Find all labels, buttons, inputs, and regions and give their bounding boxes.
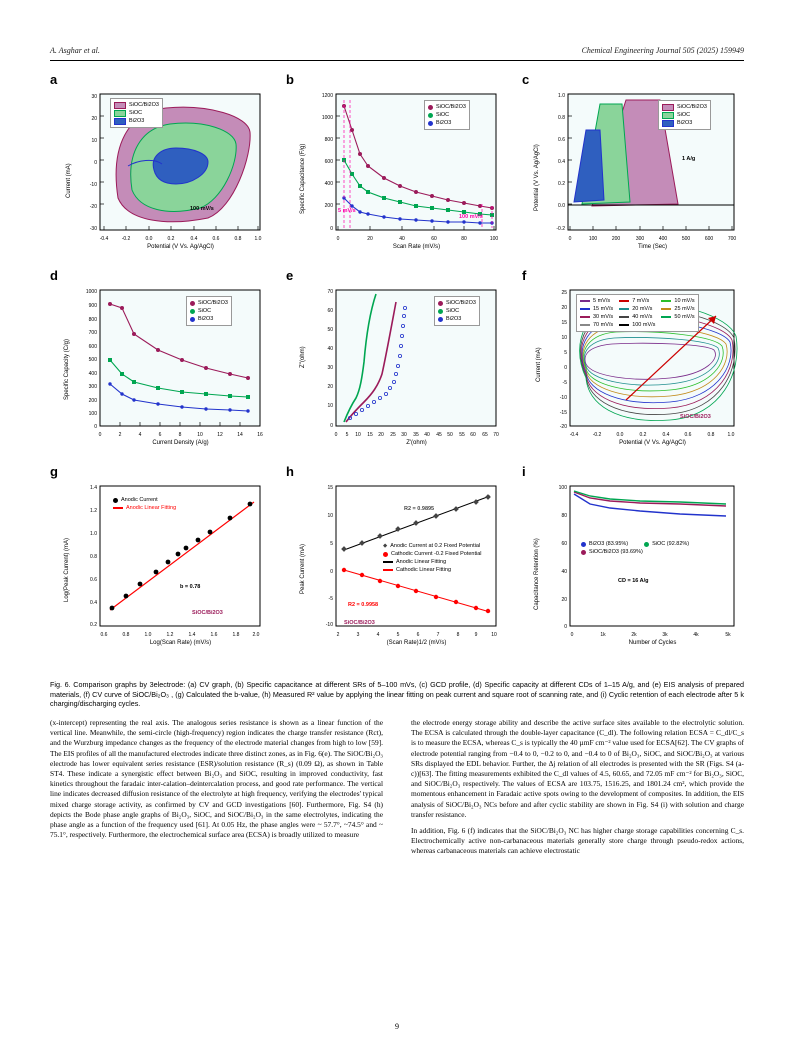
panel-h bbox=[294, 478, 509, 668]
body-paragraph: the electrode energy storage ability and describe the active surface sites available to the electrolytic solution. The ECSA is calculated through the double-layer capacitance (C_dl). The following relation ECSA = C_dl/C_s is to measure the ECSA, whereas C_s is typically the 40 µmF cm⁻² value used for ECSA[62]. The CV graphs of electrode potential ranging from −0.4 to 0, −0.2 to 0, and −0.4 to 0 of Bi₂O₃, SiOC, and SiOC/Bi₂O₃ at various SRs displayed the EDL behavior. Further, the Δj relation of all electrodes is presented with the SR (Figs. S4 (a-c))[63]. The fitting measurements exhibited the C_dl values of 4.5, 60.65, and 72.05 mF cm⁻² for Bi₂O₃, SiOC, and SiOC/Bi₂O₃ respectively. The values of ECSA are 103.75, 1516.25, and 1801.24 cm², which provide the momentous enhancement in Faradaic active spots owing to the development of composites. In addition, the EIS analysis of SiOC/Bi₂O₃ NCs before and after cyclic stability are shown in Fig. S4 (i) with solution and charge transfer resistance. bbox=[411, 718, 744, 819]
svg-text:35: 35 bbox=[413, 432, 419, 438]
body-paragraph: In addition, Fig. 6 (f) indicates that the SiOC/Bi₂O₃ NC has higher charge storage capabilities concerning C_s. Electrochemically active non-carbanaceous materials generally store charge through pseudo-redox actions, whereas carbanaceous materials can achieve electrostatic bbox=[411, 826, 744, 856]
svg-text:16: 16 bbox=[257, 432, 263, 438]
svg-text:14: 14 bbox=[237, 432, 243, 438]
svg-text:-10: -10 bbox=[89, 182, 97, 188]
svg-text:600: 600 bbox=[324, 159, 333, 165]
svg-text:400: 400 bbox=[658, 236, 668, 242]
svg-text:1.0: 1.0 bbox=[727, 432, 735, 438]
panel-h-xlabel: (Scan Rate)1/2 (mV/s) bbox=[386, 640, 447, 646]
legend-item-anodic-fit: Anodic Linear Fitting bbox=[126, 505, 177, 511]
legend-item-composite: SiOC/Bi2O3 bbox=[129, 102, 159, 108]
svg-text:10: 10 bbox=[491, 632, 497, 638]
svg-text:1.0: 1.0 bbox=[144, 632, 152, 638]
svg-text:0: 0 bbox=[334, 432, 338, 438]
svg-text:1.2: 1.2 bbox=[90, 508, 97, 514]
legend-item-cathodic-fixed: Cathodic Current -0.2 Fixed Potential bbox=[391, 551, 482, 557]
svg-text:100: 100 bbox=[489, 236, 499, 242]
svg-text:600: 600 bbox=[88, 344, 97, 350]
legend-item-composite: SiOC/Bi2O3 (93.69%) bbox=[589, 549, 643, 555]
panel-h-r2-anodic: R2 = 0.9895 bbox=[404, 506, 435, 512]
svg-text:1000: 1000 bbox=[321, 115, 333, 121]
svg-text:5: 5 bbox=[396, 632, 400, 638]
svg-text:15: 15 bbox=[367, 432, 373, 438]
svg-text:0.2: 0.2 bbox=[639, 432, 647, 438]
panel-g-bvalue: b = 0.78 bbox=[180, 584, 201, 590]
svg-text:6: 6 bbox=[416, 632, 420, 638]
legend-item-40mv: 40 mV/s bbox=[632, 314, 653, 320]
svg-text:20: 20 bbox=[367, 236, 373, 242]
svg-text:1.4: 1.4 bbox=[90, 485, 97, 491]
svg-text:40: 40 bbox=[399, 236, 405, 242]
legend-item-20mv: 20 mV/s bbox=[632, 306, 653, 312]
page-number: 9 bbox=[395, 1022, 399, 1031]
svg-text:0: 0 bbox=[336, 236, 340, 242]
header-journal: Chemical Engineering Journal 505 (2025) 159949 bbox=[581, 46, 744, 55]
svg-text:70: 70 bbox=[493, 432, 499, 438]
svg-text:100: 100 bbox=[558, 485, 567, 491]
svg-text:-0.2: -0.2 bbox=[121, 236, 131, 242]
svg-text:20: 20 bbox=[91, 116, 97, 122]
svg-text:30: 30 bbox=[91, 94, 97, 100]
svg-text:0.8: 0.8 bbox=[122, 632, 130, 638]
panel-b bbox=[294, 86, 509, 266]
panel-h-r2-cathodic: R2 = 0.9958 bbox=[348, 602, 379, 608]
svg-text:10: 10 bbox=[561, 335, 567, 341]
svg-text:0: 0 bbox=[568, 236, 572, 242]
panel-g-ylabel: Log(Peak Current) (mA) bbox=[64, 537, 70, 602]
svg-text:40: 40 bbox=[424, 432, 430, 438]
svg-text:5: 5 bbox=[564, 350, 567, 356]
panel-a-legend bbox=[110, 98, 163, 128]
svg-text:30: 30 bbox=[401, 432, 407, 438]
panel-g bbox=[58, 478, 273, 668]
panel-f bbox=[530, 282, 745, 462]
panel-e-ylabel: Z''(ohm) bbox=[300, 346, 306, 368]
svg-text:-5: -5 bbox=[328, 596, 333, 602]
legend-item-bi2o3: Bi2O3 bbox=[436, 120, 452, 126]
body-paragraph: (x-intercept) representing the real axis. The analogous series resistance is shown as a linear function of the vertical line. Meanwhile, the semi-circle (high-frequency) region indicates the charge transfer resistance (Rct), and the Wurzburg impedance changes as the frequency of the electrode material changes from high to low [59]. The EIS profiles of all the manufactured electrodes indicate three distinct zones, as in Fig. 6(e). The SiOC/Bi₂O₃ electrode has lower equivalent series resistance (ESR)/solution resistance (R_s) (0.09 Ω), as shown in Table ST4. These indicate a synergistic effect between Bi₂O₃ and SiOC, resulting in improved conductivity, fast kinetics throughout the faradaic inter-calation–deintercalation process, and good rate performance. The vertical line indicates decreased diffusion resistance of the electrolyte at high frequency, verifying the electrodes' typical mixed charge storage activity, as confirmed by CV and GCD investigations [60]. Furthermore, Fig. S4 (h) depicts the Bode phase angle graphs of Bi₂O₃, SiOC, and SiOC/Bi₂O₃ in the same electrolytes, indicating the phase angle as a function of the frequency used [61]. At 0.05 Hz, the phase angles were ~ 57.7°, ~74.5° and ~ 75.1°, respectively. Furthermore, the electrochemical surface area (ECSA) is broadly utilized to measure bbox=[50, 718, 383, 840]
panel-label-h: h bbox=[286, 464, 294, 479]
svg-text:3k: 3k bbox=[662, 632, 668, 638]
svg-text:1.8: 1.8 bbox=[232, 632, 240, 638]
legend-item-sioc: SiOC bbox=[198, 308, 212, 314]
svg-text:0.0: 0.0 bbox=[616, 432, 624, 438]
legend-item-7mv: 7 mV/s bbox=[632, 298, 650, 304]
panel-f-ylabel: Current (mA) bbox=[536, 347, 542, 382]
body-column-left bbox=[50, 718, 383, 846]
legend-item-10mv: 10 mV/s bbox=[674, 298, 695, 304]
svg-text:60: 60 bbox=[470, 432, 476, 438]
legend-item-sioc: SiOC bbox=[436, 112, 450, 118]
panel-a-annotation: 100 mV/s bbox=[190, 206, 214, 212]
svg-text:2: 2 bbox=[118, 432, 122, 438]
svg-text:9: 9 bbox=[474, 632, 478, 638]
header-rule bbox=[50, 60, 744, 61]
panel-h-legend: ◆ Anodic Current at 0.2 Fixed Potential Cathodic Current -0.2 Fixed Potential Anodic Linear Fitting Cathodic Linear Fitting bbox=[380, 540, 485, 576]
svg-text:45: 45 bbox=[436, 432, 442, 438]
panel-b-annotation-low: 5 mV/s bbox=[338, 208, 356, 214]
svg-text:0: 0 bbox=[330, 226, 333, 232]
panel-c-legend bbox=[658, 100, 711, 130]
svg-text:60: 60 bbox=[431, 236, 437, 242]
panel-i-annotation: CD = 16 A/g bbox=[618, 578, 649, 584]
panel-a-xlabel: Potential (V Vs. Ag/AgCl) bbox=[147, 244, 214, 250]
svg-text:0.8: 0.8 bbox=[558, 115, 565, 121]
panel-e-xlabel: Z'(ohm) bbox=[406, 440, 427, 446]
svg-text:-10: -10 bbox=[325, 622, 333, 628]
legend-item-anodic-current: Anodic Current bbox=[121, 497, 158, 503]
svg-text:0.8: 0.8 bbox=[90, 554, 97, 560]
panel-b-annotation-high: 100 mV/s bbox=[459, 214, 483, 220]
legend-item-bi2o3: Bi2O3 bbox=[446, 316, 462, 322]
svg-text:8: 8 bbox=[178, 432, 182, 438]
svg-text:65: 65 bbox=[482, 432, 488, 438]
legend-item-100mv: 100 mV/s bbox=[632, 322, 656, 328]
panel-i-legend bbox=[578, 538, 692, 558]
svg-text:8: 8 bbox=[456, 632, 460, 638]
panel-g-legend bbox=[110, 494, 179, 514]
svg-text:80: 80 bbox=[461, 236, 467, 242]
legend-item-bi2o3: Bi2O3 bbox=[129, 118, 145, 124]
panel-d-legend bbox=[186, 296, 232, 326]
panel-d-ylabel: Specific Capacity (C/g) bbox=[64, 338, 70, 400]
legend-item-bi2o3: Bi2O3 bbox=[677, 120, 693, 126]
panel-b-legend bbox=[424, 100, 470, 130]
svg-text:1.0: 1.0 bbox=[254, 236, 262, 242]
legend-item-sioc: SiOC bbox=[677, 112, 691, 118]
svg-text:4: 4 bbox=[376, 632, 380, 638]
svg-text:15: 15 bbox=[561, 320, 567, 326]
svg-text:60: 60 bbox=[327, 308, 333, 314]
svg-text:80: 80 bbox=[561, 513, 567, 519]
svg-text:4k: 4k bbox=[693, 632, 699, 638]
svg-text:25: 25 bbox=[561, 290, 567, 296]
panel-label-g: g bbox=[50, 464, 58, 479]
legend-item-sioc: SiOC bbox=[446, 308, 460, 314]
panel-f-annotation: SiOC/Bi2O3 bbox=[680, 414, 711, 420]
svg-text:300: 300 bbox=[635, 236, 645, 242]
legend-item-70mv: 70 mV/s bbox=[593, 322, 614, 328]
svg-text:0.4: 0.4 bbox=[558, 159, 565, 165]
svg-text:500: 500 bbox=[681, 236, 691, 242]
body-columns bbox=[50, 718, 744, 1008]
svg-text:1k: 1k bbox=[600, 632, 606, 638]
svg-text:100: 100 bbox=[588, 236, 598, 242]
panel-g-xlabel: Log(Scan Rate) (mV/s) bbox=[149, 640, 212, 646]
panel-label-c: c bbox=[522, 72, 530, 87]
svg-text:10: 10 bbox=[197, 432, 203, 438]
svg-text:0: 0 bbox=[98, 432, 102, 438]
svg-text:-0.4: -0.4 bbox=[99, 236, 109, 242]
svg-text:10: 10 bbox=[327, 403, 333, 409]
legend-item-anodic-fit: Anodic Linear Fitting bbox=[396, 559, 447, 565]
svg-text:5: 5 bbox=[345, 432, 349, 438]
panel-i-xlabel: Number of Cycles bbox=[628, 640, 677, 646]
legend-item-bi2o3: Bi2O3 bbox=[198, 316, 214, 322]
svg-text:0.0: 0.0 bbox=[145, 236, 153, 242]
svg-text:40: 40 bbox=[327, 346, 333, 352]
panel-g-sample: SiOC/Bi2O3 bbox=[192, 610, 223, 616]
legend-item-30mv: 30 mV/s bbox=[593, 314, 614, 320]
panel-a bbox=[58, 86, 273, 266]
panel-label-d: d bbox=[50, 268, 58, 283]
svg-text:500: 500 bbox=[88, 357, 97, 363]
svg-text:15: 15 bbox=[327, 485, 333, 491]
svg-text:1.0: 1.0 bbox=[90, 531, 97, 537]
svg-text:400: 400 bbox=[324, 181, 333, 187]
svg-text:0.6: 0.6 bbox=[100, 632, 108, 638]
svg-text:1.6: 1.6 bbox=[210, 632, 218, 638]
legend-item-cathodic-fit: Cathodic Linear Fitting bbox=[396, 567, 452, 573]
svg-text:200: 200 bbox=[611, 236, 621, 242]
svg-text:0.0: 0.0 bbox=[558, 203, 565, 209]
svg-text:0: 0 bbox=[570, 632, 574, 638]
svg-text:0.2: 0.2 bbox=[558, 181, 565, 187]
svg-text:2k: 2k bbox=[631, 632, 637, 638]
svg-text:0.2: 0.2 bbox=[90, 622, 97, 628]
svg-text:7: 7 bbox=[436, 632, 440, 638]
svg-text:12: 12 bbox=[217, 432, 223, 438]
svg-text:900: 900 bbox=[88, 303, 97, 309]
svg-text:25: 25 bbox=[390, 432, 396, 438]
svg-text:50: 50 bbox=[447, 432, 453, 438]
svg-text:70: 70 bbox=[327, 289, 333, 295]
legend-item-anodic-fixed: Anodic Current at 0.2 Fixed Potential bbox=[390, 543, 481, 549]
svg-text:0: 0 bbox=[94, 160, 97, 166]
figure-6 bbox=[44, 72, 750, 672]
legend-item-sioc: SiOC (92.82%) bbox=[652, 541, 690, 547]
svg-text:20: 20 bbox=[561, 305, 567, 311]
svg-text:20: 20 bbox=[561, 597, 567, 603]
svg-text:-0.4: -0.4 bbox=[569, 432, 579, 438]
svg-text:0.8: 0.8 bbox=[707, 432, 715, 438]
panel-i-ylabel: Capacitance Retention (%) bbox=[534, 538, 540, 610]
svg-text:60: 60 bbox=[561, 541, 567, 547]
panel-i bbox=[530, 478, 745, 668]
svg-text:3: 3 bbox=[356, 632, 360, 638]
panel-a-ylabel: Current (mA) bbox=[66, 163, 72, 198]
panel-h-sample: SiOC/Bi2O3 bbox=[344, 620, 375, 626]
svg-text:0.4: 0.4 bbox=[190, 236, 198, 242]
legend-item-25mv: 25 mV/s bbox=[674, 306, 695, 312]
svg-text:50: 50 bbox=[327, 327, 333, 333]
legend-item-composite: SiOC/Bi2O3 bbox=[436, 104, 466, 110]
legend-item-composite: SiOC/Bi2O3 bbox=[446, 300, 476, 306]
panel-label-f: f bbox=[522, 268, 527, 283]
svg-text:1.2: 1.2 bbox=[166, 632, 174, 638]
svg-text:0.6: 0.6 bbox=[684, 432, 692, 438]
panel-f-xlabel: Potential (V Vs. Ag/AgCl) bbox=[619, 440, 686, 446]
svg-text:600: 600 bbox=[704, 236, 714, 242]
svg-text:0.4: 0.4 bbox=[90, 600, 97, 606]
svg-text:1.0: 1.0 bbox=[558, 93, 565, 99]
figure-caption: Fig. 6. Comparison graphs by 3electrode: (a) CV graph, (b) Specific capacitance at different SRs of 5–100 mVs, (c) GCD profile, (d) Specific capacity at different CDs of 1–15 A/g, and (e) EIS analysis of prepared materials, (f) CV curve of SiOC/Bi₂O₃ , (g) Calculated the b-value, (h) Measured R² value by applying the linear fitting on peak current and square root of scanning rate, and (i) Cyclic retention of each electrode after 5 k charging/discharging cycles. bbox=[50, 680, 744, 709]
panel-label-e: e bbox=[286, 268, 294, 283]
svg-text:700: 700 bbox=[88, 330, 97, 336]
svg-text:0: 0 bbox=[330, 569, 333, 575]
svg-text:0.6: 0.6 bbox=[212, 236, 220, 242]
panel-e bbox=[294, 282, 509, 462]
svg-text:20: 20 bbox=[327, 384, 333, 390]
panel-c-ylabel: Potential (V Vs. Ag/AgCl) bbox=[534, 144, 540, 211]
svg-text:-20: -20 bbox=[559, 424, 567, 430]
panel-label-a: a bbox=[50, 72, 58, 87]
panel-c-xlabel: Time (Sec) bbox=[637, 244, 668, 250]
legend-item-bi2o3: Bi2O3 (83.95%) bbox=[589, 541, 629, 547]
svg-text:1000: 1000 bbox=[85, 289, 97, 295]
svg-text:-15: -15 bbox=[559, 410, 567, 416]
legend-item-composite: SiOC/Bi2O3 bbox=[677, 104, 707, 110]
running-header bbox=[50, 46, 744, 55]
legend-item-5mv: 5 mV/s bbox=[593, 298, 611, 304]
svg-text:4: 4 bbox=[138, 432, 142, 438]
svg-text:200: 200 bbox=[88, 398, 97, 404]
svg-text:-0.2: -0.2 bbox=[592, 432, 602, 438]
panel-d bbox=[58, 282, 273, 462]
svg-text:2.0: 2.0 bbox=[252, 632, 260, 638]
legend-item-composite: SiOC/Bi2O3 bbox=[198, 300, 228, 306]
body-column-right bbox=[411, 718, 744, 863]
header-authors: A. Asghar et al. bbox=[50, 46, 100, 55]
svg-text:-20: -20 bbox=[89, 204, 97, 210]
panel-c bbox=[530, 86, 745, 266]
svg-text:2: 2 bbox=[336, 632, 340, 638]
panel-d-xlabel: Current Density (A/g) bbox=[152, 440, 209, 446]
svg-text:-30: -30 bbox=[89, 226, 97, 232]
svg-text:0.6: 0.6 bbox=[558, 137, 565, 143]
svg-text:20: 20 bbox=[378, 432, 384, 438]
svg-text:400: 400 bbox=[88, 371, 97, 377]
svg-text:10: 10 bbox=[91, 138, 97, 144]
svg-text:55: 55 bbox=[459, 432, 465, 438]
svg-text:-5: -5 bbox=[562, 380, 567, 386]
panel-label-b: b bbox=[286, 72, 294, 87]
svg-text:-10: -10 bbox=[559, 395, 567, 401]
svg-text:0.2: 0.2 bbox=[167, 236, 175, 242]
panel-b-ylabel: Specific Capacitance (F/g) bbox=[300, 143, 306, 214]
svg-text:6: 6 bbox=[158, 432, 162, 438]
svg-text:10: 10 bbox=[355, 432, 361, 438]
svg-text:300: 300 bbox=[88, 384, 97, 390]
svg-text:700: 700 bbox=[727, 236, 737, 242]
svg-text:0: 0 bbox=[94, 424, 97, 430]
svg-text:30: 30 bbox=[327, 365, 333, 371]
svg-text:0: 0 bbox=[330, 423, 333, 429]
svg-text:0.8: 0.8 bbox=[234, 236, 242, 242]
legend-item-15mv: 15 mV/s bbox=[593, 306, 614, 312]
svg-text:5k: 5k bbox=[725, 632, 731, 638]
svg-text:200: 200 bbox=[324, 203, 333, 209]
svg-text:-0.2: -0.2 bbox=[556, 226, 565, 232]
svg-text:0.4: 0.4 bbox=[662, 432, 670, 438]
svg-text:1.4: 1.4 bbox=[188, 632, 196, 638]
svg-text:0: 0 bbox=[564, 624, 567, 630]
svg-text:1200: 1200 bbox=[321, 93, 333, 99]
panel-label-i: i bbox=[522, 464, 526, 479]
panel-e-legend bbox=[434, 296, 480, 326]
svg-text:10: 10 bbox=[327, 513, 333, 519]
panel-b-xlabel: Scan Rate (mV/s) bbox=[392, 244, 441, 250]
svg-text:100: 100 bbox=[88, 411, 97, 417]
svg-text:800: 800 bbox=[88, 317, 97, 323]
panel-f-legend bbox=[576, 294, 699, 332]
svg-text:800: 800 bbox=[324, 137, 333, 143]
svg-text:5: 5 bbox=[330, 541, 333, 547]
panel-h-ylabel: Peak Current (mA) bbox=[300, 543, 306, 594]
svg-text:0: 0 bbox=[564, 365, 567, 371]
svg-text:0.6: 0.6 bbox=[90, 577, 97, 583]
panel-c-annotation: 1 A/g bbox=[682, 156, 696, 162]
legend-item-sioc: SiOC bbox=[129, 110, 143, 116]
svg-text:40: 40 bbox=[561, 569, 567, 575]
legend-item-50mv: 50 mV/s bbox=[674, 314, 695, 320]
